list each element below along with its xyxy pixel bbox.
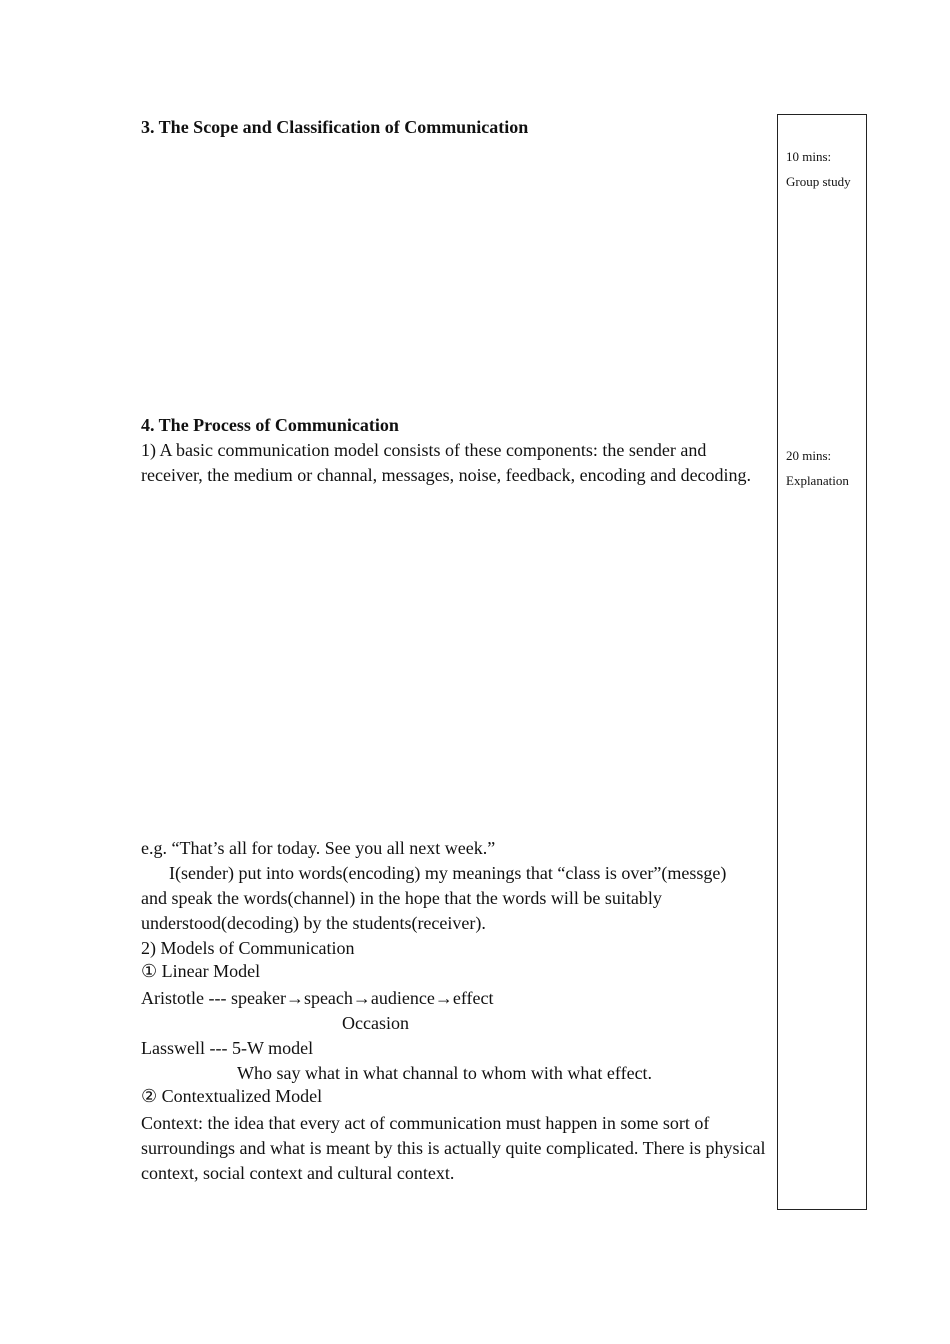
lasswell-detail: Who say what in what channal to whom with what effect. <box>237 1063 653 1083</box>
linear-model-heading: ① Linear Model <box>141 961 261 981</box>
note-2-activity: Explanation <box>786 473 849 488</box>
timing-sidebar <box>777 114 867 1210</box>
example-explanation-1: I(sender) put into words(encoding) my meanings that “class is over”(messge) <box>169 863 727 883</box>
example-explanation-2: and speak the words(channel) in the hope that the words will be suitably <box>141 888 662 908</box>
note-1-time: 10 mins: <box>786 149 832 164</box>
aristotle-model: Aristotle --- speaker→speach→audience→effect <box>141 988 494 1008</box>
example-line: e.g. “That’s all for today. See you all next week.” <box>141 838 496 858</box>
point-2-text: 2) Models of Communication <box>141 938 355 958</box>
lasswell-model: Lasswell --- 5-W model <box>141 1038 314 1058</box>
contextualized-model-heading: ② Contextualized Model <box>141 1086 323 1106</box>
occasion-label: Occasion <box>342 1013 409 1033</box>
note-1-activity: Group study <box>786 174 851 189</box>
context-definition: Context: the idea that every act of communication must happen in some sort of surroundings and what is meant by this is actually quite complicated. There is physical context, social context and cultural context. <box>141 1113 766 1183</box>
note-2-time: 20 mins: <box>786 448 832 463</box>
section-3-heading: 3. The Scope and Classification of Communication <box>141 117 529 137</box>
point-1-text: 1) A basic communication model consists of these components: the sender and receiver, the medium or channal, messages, noise, feedback, encoding and decoding. <box>141 440 752 485</box>
section-4-heading: 4. The Process of Communication <box>141 415 399 435</box>
example-explanation-3: understood(decoding) by the students(receiver). <box>141 913 486 933</box>
